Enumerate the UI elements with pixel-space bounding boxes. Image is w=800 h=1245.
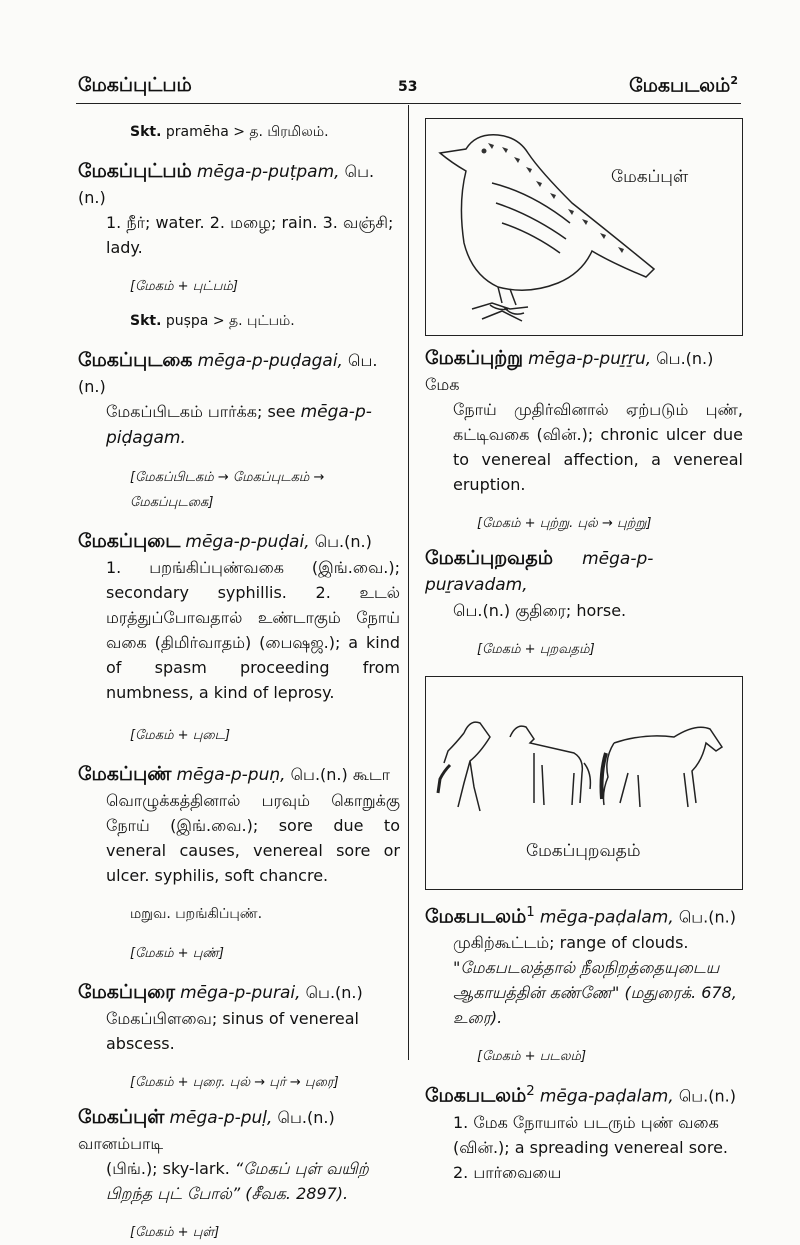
homonym-number: 2 [526, 1084, 535, 1100]
running-head-right-text: மேகபடலம் [629, 74, 731, 97]
cross-reference: mēga-p- [300, 402, 372, 422]
definition [106, 1156, 400, 1206]
definition-text: முகிற்கூட்டம்; range of clouds. [453, 933, 689, 953]
citation: “மேகப் புள் வயிற் பிறந்த புட் போல்” (சீவக. 2897). [106, 1159, 369, 1203]
cross-reference-cont: piḍagam. [106, 428, 186, 448]
headword: மேகப்புண் [78, 763, 172, 785]
column-divider [408, 105, 409, 1060]
running-head-left: மேகப்புட்பம் [78, 74, 192, 96]
homonym-number: 1 [526, 905, 535, 920]
etymology: [மேகம் + புடை] [130, 728, 231, 743]
entry-megapadalam-2 [425, 1079, 743, 1109]
etymology: [மேகப்பிடகம் → மேகப்புடகம் → மேகப்புடகை] [130, 470, 325, 510]
headword: மேகப்புற்று [425, 347, 524, 369]
etymology: [மேகம் + புண்] [130, 946, 224, 961]
definition: 1. நீர்; water. 2. மழை; rain. 3. வஞ்சி; lady. [106, 213, 394, 257]
horses-drawing [434, 713, 734, 823]
romanization: mēga-p-puḷ, [169, 1108, 273, 1128]
part-of-speech: பெ.(n.) மேக [425, 349, 714, 394]
headword: மேகப்புடகை [78, 349, 193, 371]
definition-text: (பிங்.); sky-lark. [106, 1159, 235, 1178]
entry-megappul [78, 1105, 400, 1156]
romanization: mēga-p-puḍagai, [197, 351, 343, 371]
part-of-speech: பெ.(n.) வானம்பாடி [78, 1108, 335, 1153]
etymology: [மேகம் + படலம்] [477, 1049, 587, 1065]
definition: வொழுக்கத்தினால் பரவும் கொறுக்கு நோய் (இங்.வை.); sore due to veneral causes, venereal sore or ulcer. syphilis, soft chancre. [106, 791, 400, 885]
left-column [78, 120, 400, 1245]
definition: மேகப்பிளவை; sinus of venereal abscess. [106, 1009, 359, 1053]
definition [106, 399, 400, 451]
part-of-speech: பெ.(n.) [673, 1086, 736, 1106]
etymology: [மேகம் + புறவதம்] [477, 642, 595, 657]
synonym-note: மறுவ. பறங்கிப்புண். [130, 906, 263, 922]
header-rule [76, 103, 741, 104]
etymology: [மேகம் + புரை. புல் → புர் → புரை] [130, 1075, 339, 1090]
definition [453, 930, 743, 1030]
entry-megappuravadam [425, 546, 743, 598]
entry-megappurru [425, 346, 743, 397]
romanization: mēga-p-puṟavadam, [425, 549, 654, 595]
definition: 1. பறங்கிப்புண்வகை (இங்.வை.); secondary syphillis. 2. உடல் மரத்துப்போவதால் உண்டாகும் நோய் வகை (திமிர்வாதம்) (பைஷஜ.); a kind of spasm proceeding from numbness, a kind of leprosy. [106, 558, 400, 702]
etymology: [மேகம் + புற்று. புல் → புற்று] [477, 516, 652, 531]
headword: மேகப்புள் [78, 1106, 165, 1128]
part-of-speech: பெ.(n.) [309, 532, 372, 551]
citation: "மேகபடலத்தால் நீலநிறத்தையுடைய ஆகாயத்தின் கண்ணே" (மதுரைக். 678, உரை). [453, 958, 737, 1028]
romanization: mēga-p-puṭpam, [196, 162, 340, 182]
illustration-caption: மேகப்புறவதம் [526, 841, 641, 861]
etymology-sanskrit [130, 309, 400, 334]
skt-text: pramēha > த. பிரமிலம். [165, 124, 329, 140]
definition: 1. மேக நோயால் படரும் புண் வகை (வின்.); a spreading venereal sore. 2. பார்வையை [453, 1112, 728, 1182]
entry-megapputpam [78, 159, 400, 210]
entry-megappudagai [78, 348, 400, 399]
part-of-speech: பெ.(n.) [673, 907, 736, 927]
entry-megapadalam-1 [425, 900, 743, 930]
etymology: [மேகம் + புட்பம்] [130, 279, 238, 294]
skt-label: Skt. [130, 313, 162, 329]
part-of-speech: பெ.(n.) கூடா [285, 765, 390, 784]
headword: மேகப்புரை [78, 981, 176, 1003]
definition: பெ.(n.) குதிரை; horse. [453, 601, 627, 620]
page-number: 53 [398, 79, 418, 95]
definition-text: மேகப்பிடகம் பார்க்க; see [106, 402, 301, 421]
skt-text: puṣpa > த. புட்பம். [165, 313, 295, 329]
romanization: mēga-p-purai, [180, 983, 301, 1003]
romanization: mēga-p-puṇ, [176, 765, 286, 785]
skt-label: Skt. [130, 124, 162, 140]
illustration-caption: மேகப்புள் [611, 167, 689, 187]
running-head-right [629, 74, 738, 99]
headword: மேகப்புடை [78, 530, 181, 552]
headword: மேகபடலம் [425, 905, 527, 928]
headword: மேகபடலம் [425, 1084, 527, 1107]
skylark-drawing [432, 123, 662, 333]
entry-megappun [78, 762, 400, 788]
entry-megappurai [78, 980, 400, 1006]
definition: நோய் முதிர்வினால் ஏற்படும் புண், கட்டிவகை (வின்.); chronic ulcer due to venereal affection, a venereal eruption. [453, 400, 743, 494]
skylark-illustration [425, 118, 743, 336]
part-of-speech: பெ.(n.) [78, 162, 375, 207]
etymology-sanskrit [130, 120, 400, 145]
right-column [425, 118, 743, 1185]
entry-megappudai [78, 529, 400, 555]
romanization: mēga-paḍalam, [539, 907, 674, 928]
headword: மேகப்புறவதம் [425, 547, 553, 569]
romanization: mēga-p-puṟṟu, [528, 349, 652, 369]
horse-illustration [425, 676, 743, 890]
etymology: [மேகம் + புள்] [130, 1225, 220, 1240]
headword: மேகப்புட்பம் [78, 160, 192, 182]
running-head-right-sup: 2 [730, 74, 738, 87]
part-of-speech: பெ.(n.) [300, 983, 363, 1002]
part-of-speech: பெ.(n.) [78, 351, 378, 396]
romanization: mēga-p-puḍai, [185, 532, 310, 552]
romanization: mēga-paḍalam, [539, 1086, 674, 1107]
